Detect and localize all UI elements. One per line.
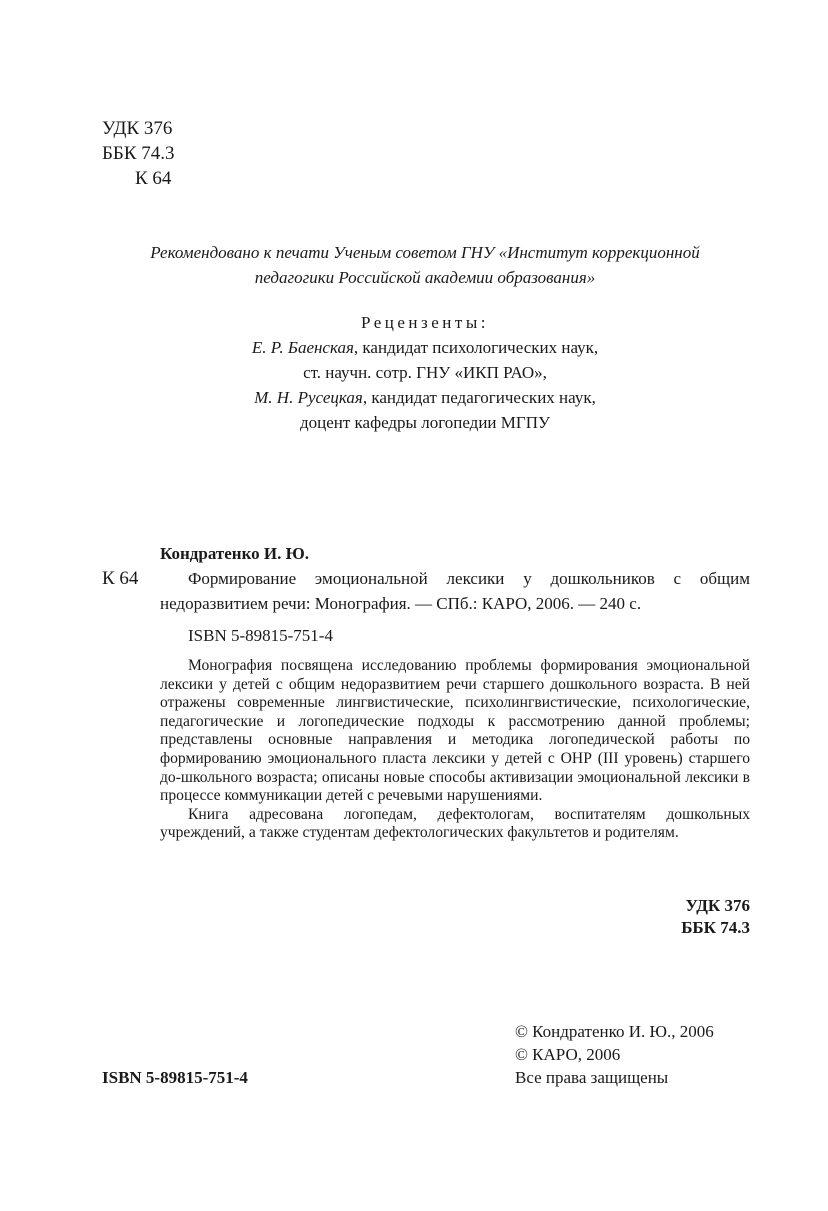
reviewer-2-title: , кандидат педагогических наук, (362, 388, 596, 407)
bibliographic-isbn: ISBN 5-89815-751-4 (188, 626, 333, 645)
reviewer-1-position: ст. научн. сотр. ГНУ «ИКП РАО», (303, 363, 547, 382)
rights-reserved: Все права защищены (515, 1068, 669, 1087)
reviewers-heading: Рецензенты: (361, 313, 489, 332)
copyright-author: © Кондратенко И. Ю., 2006 (515, 1022, 714, 1041)
udk-code-right: УДК 376 (685, 896, 750, 915)
copyright-block (515, 1020, 714, 1089)
reviewer-2 (150, 385, 700, 410)
reviewer-2-name: М. Н. Русецкая (254, 388, 363, 407)
annotation (160, 657, 750, 843)
recommendation-text (100, 240, 750, 290)
bbk-code-right: ББК 74.3 (681, 918, 750, 937)
bibliographic-cutter: К 64 (102, 568, 139, 589)
reviewer-1 (150, 335, 700, 360)
recommendation-line-1: Рекомендовано к печати Ученым советом ГНУ «Институт коррекционной (150, 243, 700, 262)
cutter-code: К 64 (135, 168, 172, 189)
classification-codes-right (560, 895, 750, 939)
classification-codes (102, 116, 175, 191)
reviewers-block (150, 310, 700, 435)
annotation-paragraph-1: Монография посвящена исследованию проблемы формирования эмоциональной лексики у детей с общим недоразвитием речи старшего дошкольного возраста. В ней отражены современные лингвистические, психолингвистические, психологические, педагогические и логопедические подходы к рассмотрению данной проблемы; представлены основные направления и методика логопедической работы по формированию эмоционального пласта лексики у детей с ОНР (III уровень) старшего до-школьного возраста; описаны новые способы активизации эмоциональной лексики в процессе коммуникации детей с речевыми нарушениями. (160, 657, 750, 805)
reviewer-1-name: Е. Р. Баенская (251, 338, 354, 357)
isbn-bottom: ISBN 5-89815-751-4 (102, 1068, 248, 1087)
reviewer-2-position: доцент кафедры логопедии МГПУ (299, 413, 551, 432)
recommendation-line-2: педагогики Российской академии образования» (254, 268, 596, 287)
bibliographic-description: Формирование эмоциональной лексики у дошкольников с общим недоразвитием речи: Монография. — СПб.: КАРО, 2006. — 240 с. (160, 569, 750, 613)
bbk-code: ББК 74.3 (102, 143, 175, 164)
udk-code: УДК 376 (102, 118, 173, 139)
author-name: Кондратенко И. Ю. (160, 544, 310, 563)
annotation-paragraph-2: Книга адресована логопедам, дефектологам, воспитателям дошкольных учреждений, а также студентам дефектологических факультетов и родителям. (160, 805, 750, 842)
reviewer-1-title: , кандидат психологических наук, (353, 338, 599, 357)
copyright-publisher: © КАРО, 2006 (515, 1045, 621, 1064)
